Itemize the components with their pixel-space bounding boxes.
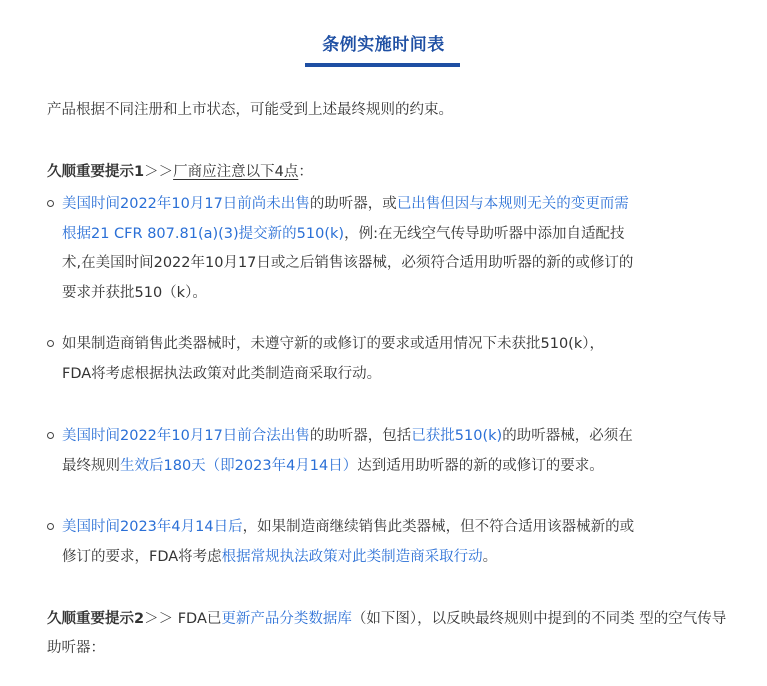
- bullet-line: [62, 190, 717, 220]
- body-text: 修订的要求，FDA将考虑: [62, 548, 222, 565]
- title-wrap: [0, 30, 767, 55]
- bullet-circle-icon: [47, 200, 54, 207]
- highlight-text: 已出售但因与本规则无关的变更而需: [396, 196, 629, 212]
- bullet-line: [62, 220, 717, 250]
- bullet-item: [47, 190, 717, 308]
- body-text: 要求并获批510（k）。: [62, 284, 207, 301]
- body-text: 最终规则: [62, 457, 120, 474]
- tip2-paragraph: [47, 605, 727, 663]
- intro-paragraph: 产品根据不同注册和上市状态，可能受到上述最终规则的约束。: [47, 102, 453, 118]
- highlight-text: 生效后180天（即2023年4月14日）: [120, 457, 358, 474]
- highlight-text: 美国时间2022年10月17日前尚未出售: [62, 196, 310, 212]
- bullet-item: [47, 513, 717, 572]
- body-text: ，如果制造商继续销售此类器械，但不符合适用该器械新的或: [242, 519, 635, 535]
- highlight-text: 美国时间2023年4月14日后: [62, 519, 243, 535]
- bullet-line: [62, 330, 717, 360]
- highlight-text: 已获批510(k): [411, 428, 503, 444]
- highlight-text: 根据常规执法政策对此类制造商采取行动: [221, 548, 483, 565]
- body-text: 的助听器，或: [309, 196, 397, 212]
- tip1-arrow: ＞＞: [144, 164, 174, 180]
- bullet-line: [62, 422, 717, 452]
- highlight-text: 美国时间2022年10月17日前合法出售: [62, 428, 310, 444]
- tip2-post: （如下图），以反映最终规则中提到的不同类: [351, 611, 635, 627]
- tip1-heading: [47, 158, 727, 187]
- body-text: 的助听器械，必须在: [502, 428, 633, 444]
- bullet-item: [47, 422, 717, 481]
- bullet-circle-icon: [47, 340, 54, 347]
- bullet-line: [62, 279, 717, 309]
- bullet-item: [47, 330, 717, 389]
- page-title: 条例实施时间表: [322, 35, 445, 55]
- body-text: 如果制造商销售此类器械时，未遵守新的或修订的要求或适用情况下未获批510(k），: [62, 336, 604, 352]
- bullet-text: [62, 422, 717, 481]
- title-underline: [305, 63, 460, 67]
- tip2-link[interactable]: 更新产品分类数据库: [221, 611, 352, 627]
- tip2-arrow: ＞＞: [144, 611, 174, 627]
- body-text: 。: [482, 548, 498, 565]
- body-text: FDA将考虑根据执法政策对此类制造商采取行动。: [62, 365, 382, 382]
- tip2-label: 久顺重要提示2: [47, 611, 145, 627]
- bullet-line: [62, 543, 717, 573]
- tip1-colon: ：: [298, 164, 313, 180]
- bullet-line: [62, 360, 717, 390]
- body-text: 的助听器，包括: [309, 428, 412, 444]
- tip2-pre: FDA已: [177, 611, 222, 627]
- tip2-line-2: 型的空气传导助听器：: [47, 611, 727, 656]
- body-text: 术,在美国时间2022年10月17日或之后销售该器械，必须符合适用助听器的新的或修订的: [62, 255, 634, 271]
- bullet-circle-icon: [47, 523, 54, 530]
- highlight-text: 根据21 CFR 807.81(a)(3)提交新的510(k): [62, 225, 345, 242]
- body-text: ，例:在无线空气传导助听器中添加自适配技: [344, 225, 625, 242]
- bullet-text: [62, 330, 717, 389]
- bullet-text: [62, 190, 717, 308]
- bullet-line: [62, 513, 717, 543]
- tip1-label: 久顺重要提示1: [47, 164, 145, 180]
- bullet-circle-icon: [47, 432, 54, 439]
- tip2-line-1: [47, 611, 635, 627]
- tip1-text: 厂商应注意以下4点: [173, 164, 299, 180]
- bullet-line: [62, 249, 717, 279]
- body-text: 达到适用助听器的新的或修订的要求。: [357, 457, 604, 474]
- bullet-line: [62, 452, 717, 482]
- bullet-text: [62, 513, 717, 572]
